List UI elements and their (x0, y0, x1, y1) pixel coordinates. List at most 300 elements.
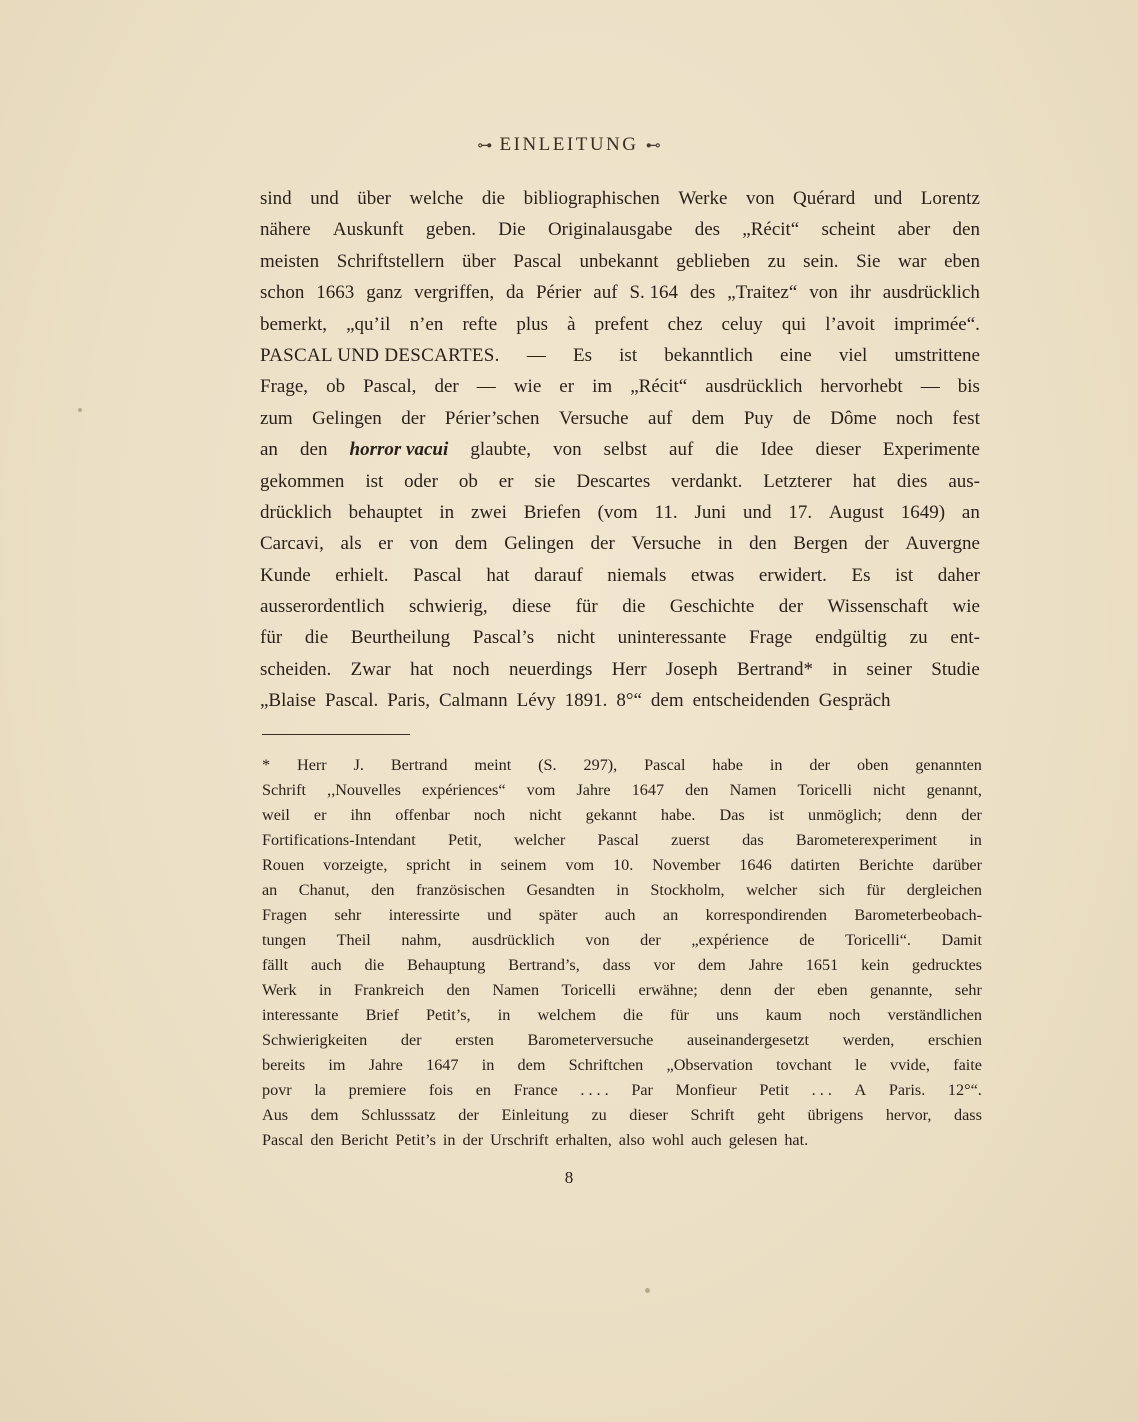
word: glaubte, (470, 439, 532, 461)
footnote-line (262, 1053, 982, 1078)
word: habe (712, 756, 743, 774)
word: Stockholm, (650, 881, 725, 899)
word: . . . (811, 1081, 832, 1099)
word: Herr (611, 658, 647, 680)
word: in (969, 831, 982, 849)
word: und (742, 501, 772, 523)
word: „Traitez“ (727, 282, 798, 304)
word: Carcavi, (260, 533, 324, 555)
word: 10. (613, 856, 634, 874)
word: Werke (678, 188, 728, 209)
word: Zwar (350, 658, 391, 680)
word: spricht (406, 856, 451, 874)
word: schwierig, (408, 596, 488, 618)
word: vom (565, 856, 595, 874)
word: Chanut, (298, 881, 350, 899)
word: „Observation (666, 1056, 753, 1074)
word: zu (591, 1106, 607, 1124)
text-line (260, 434, 980, 465)
word: korrespondirenden (705, 906, 827, 924)
word: den (300, 439, 328, 461)
text-line (260, 277, 980, 308)
word: denn (720, 981, 752, 999)
word: unbekannt (579, 250, 659, 272)
word: Sie (856, 250, 881, 272)
word: entscheidenden (692, 690, 810, 712)
footnote-line (262, 1028, 982, 1053)
word: oben (856, 756, 889, 774)
word: Behauptung (407, 956, 486, 974)
word: Bertrand (390, 756, 448, 774)
word: da (506, 282, 524, 304)
word: Petit’s, (426, 1006, 471, 1024)
word: des (690, 282, 716, 304)
word: in (319, 981, 332, 999)
word: 297), (583, 756, 618, 774)
word: gekommen (260, 470, 345, 492)
word: S. 164 (629, 282, 679, 304)
word: den (371, 881, 395, 899)
word: auch (310, 956, 342, 974)
word: nicht (529, 806, 562, 824)
word: verständlichen (887, 1006, 982, 1024)
word: auch (691, 1131, 722, 1149)
footnote-line (262, 928, 982, 953)
text-line (260, 214, 980, 245)
word: welcher (746, 881, 798, 899)
word: Gesandten (526, 881, 595, 899)
word: hat (852, 470, 876, 492)
paper-speck (645, 1288, 650, 1293)
word: Puy (743, 407, 774, 429)
word: schon (260, 282, 305, 304)
word: Schrift (690, 1106, 735, 1124)
word: 1646 (739, 856, 772, 874)
word: 11. (654, 501, 678, 523)
word: fois (428, 1081, 454, 1099)
word: Pascal (513, 250, 562, 272)
word: Petit (759, 1081, 789, 1099)
footnote-line (262, 1128, 982, 1153)
word: Lorentz (920, 188, 980, 209)
word: der (401, 407, 426, 429)
word: Einleitung (501, 1106, 569, 1124)
word: A (854, 1081, 867, 1099)
word: ausserordentlich (260, 596, 385, 618)
word: „qu’il (346, 313, 391, 335)
word: dem (697, 956, 726, 974)
text-line (260, 183, 980, 214)
word: von (745, 188, 775, 209)
word: Berichte (858, 856, 914, 874)
word: Frankreich (354, 981, 425, 999)
text-line (260, 371, 980, 402)
word: endgültig (815, 627, 887, 649)
word: dass (602, 956, 631, 974)
word: aus- (948, 470, 980, 492)
word: noch (828, 1006, 861, 1024)
word: für (670, 1006, 689, 1024)
word: Toricelli (561, 981, 617, 999)
word: l’avoit (825, 313, 875, 335)
word: noch (452, 658, 490, 680)
word: Bertrand’s, (508, 956, 580, 974)
word: Idee (760, 439, 794, 461)
text-line (260, 466, 980, 497)
left-ornament-icon: ⊶ (477, 136, 493, 154)
word: selbst (603, 439, 647, 461)
word: Damit (941, 931, 982, 949)
word: an (662, 906, 679, 924)
word: genannten (915, 756, 982, 774)
word: werden, (842, 1031, 895, 1049)
text-line (260, 246, 980, 277)
word: — (526, 344, 546, 366)
word: J. (353, 756, 364, 774)
word: Juni (694, 501, 727, 523)
word: Petit, (448, 831, 482, 849)
word: vergriffen, (414, 282, 495, 304)
word: Périer’schen (444, 407, 540, 429)
word: dem (650, 690, 684, 712)
word: Paris. (888, 1081, 926, 1099)
word: Monfieur (675, 1081, 737, 1099)
word: sehr (954, 981, 982, 999)
right-ornament-icon: ⊷ (645, 136, 661, 154)
word: faite (953, 1056, 982, 1074)
word: à (567, 313, 576, 335)
word: von (809, 282, 838, 304)
word: Schlusssatz (361, 1106, 436, 1124)
word: unmöglich; (808, 806, 882, 824)
word: darauf (534, 564, 583, 586)
text-line (260, 622, 980, 653)
word: in (769, 756, 783, 774)
word: erwähne; (638, 981, 698, 999)
word: dies (896, 470, 928, 492)
word: Pascal. (324, 690, 379, 712)
word: zuerst (671, 831, 710, 849)
word: von (553, 439, 582, 461)
text-line (260, 591, 980, 622)
main-text (260, 183, 980, 717)
word: ob (458, 470, 478, 492)
word: habe. (660, 806, 696, 824)
word: (S. (538, 756, 557, 774)
footnote-line (262, 803, 982, 828)
word: Pascal’s (472, 627, 535, 649)
word: Das (719, 806, 745, 824)
word: Gespräch (818, 690, 891, 712)
word: 1663 (316, 282, 355, 304)
word: 1651 (805, 956, 839, 974)
word: Experimente (882, 439, 980, 461)
word: Bertrand* (737, 658, 814, 680)
word: qui (781, 313, 807, 335)
word: * (262, 756, 271, 774)
word: und (873, 188, 903, 209)
word: Gelingen (504, 533, 574, 555)
word: Jahre (576, 781, 611, 799)
word: eben (817, 981, 848, 999)
word: Geschichte (669, 596, 755, 618)
word: Fragen (262, 906, 307, 924)
word: „Récit“ (630, 376, 688, 398)
word: übrigens (807, 1106, 864, 1124)
word: der (640, 931, 661, 949)
word: hat (486, 564, 510, 586)
word: Urschrift (490, 1131, 549, 1149)
word: Werk (262, 981, 297, 999)
word: aber (897, 219, 931, 241)
word: PASCAL UND DESCARTES. (260, 344, 500, 366)
word: Wissenschaft (827, 596, 929, 618)
word: ,,Nouvelles (327, 781, 401, 799)
word: geblieben (676, 250, 751, 272)
text-line (260, 309, 980, 340)
word: welchem (537, 1006, 596, 1024)
word: chez (667, 313, 703, 335)
word: zum (260, 407, 293, 429)
word: später (538, 906, 578, 924)
word: er (498, 470, 514, 492)
word: niemals (607, 564, 667, 586)
word: Auvergne (905, 533, 980, 555)
word: refte (462, 313, 498, 335)
word: dieser (815, 439, 861, 461)
footnote-line (262, 753, 982, 778)
word: der (778, 596, 804, 618)
word: der (961, 806, 982, 824)
word: erhielt. (335, 564, 389, 586)
word: Pascal (597, 831, 639, 849)
word: zu (909, 627, 928, 649)
footnote-line (262, 903, 982, 928)
word: über (357, 188, 392, 209)
word: uninteressante (617, 627, 727, 649)
word: Par (631, 1081, 653, 1099)
word: Bergen (793, 533, 848, 555)
word: Toricelli (797, 781, 853, 799)
word: nicht (556, 627, 595, 649)
word: Es (573, 344, 592, 366)
word: er (559, 376, 575, 398)
word: Letzterer (763, 470, 832, 492)
text-line (260, 497, 980, 528)
word: bis (957, 376, 980, 398)
word: welche (409, 188, 464, 209)
word: nahm, (401, 931, 442, 949)
text-line (260, 685, 980, 716)
word: die (481, 188, 506, 209)
word: „Récit“ (742, 219, 800, 241)
word: fällt (262, 956, 289, 974)
footnote-line (262, 778, 982, 803)
word: bemerkt, (260, 313, 328, 335)
word: in (442, 1131, 456, 1149)
word: August (828, 501, 884, 523)
word: der (590, 533, 615, 555)
word: ihn (350, 806, 372, 824)
word: hervor, (885, 1106, 932, 1124)
word: sich (818, 881, 845, 899)
word: sehr (334, 906, 362, 924)
word: France (513, 1081, 558, 1099)
word: Originalausgabe (547, 219, 673, 241)
word: le (855, 1056, 867, 1074)
footnote-line (262, 853, 982, 878)
word: neuerdings (508, 658, 593, 680)
word: ist (768, 806, 784, 824)
word: vor (653, 956, 676, 974)
word: in (717, 533, 733, 555)
footnote (262, 753, 982, 1153)
word: Pascal (413, 564, 462, 586)
word: auf (669, 439, 694, 461)
word: imprimée“. (893, 313, 980, 335)
word: zwei (470, 501, 507, 523)
word: Herr (297, 756, 327, 774)
word: zu (767, 250, 786, 272)
word: in (497, 1006, 511, 1024)
word: povr (262, 1081, 292, 1099)
word: in (616, 881, 629, 899)
word: prefent (594, 313, 649, 335)
footnote-line (262, 953, 982, 978)
word: er (313, 806, 327, 824)
word: auf (593, 282, 618, 304)
word: Quérard (792, 188, 856, 209)
word: ist (365, 470, 384, 492)
word: meint (474, 756, 512, 774)
word: erhalten, (555, 1131, 612, 1149)
word: hat (410, 658, 434, 680)
word: „expérience (691, 931, 769, 949)
word: und (487, 906, 512, 924)
word: Barometerexperiment (795, 831, 938, 849)
word: eben (944, 250, 980, 272)
word: behauptet (348, 501, 423, 523)
word: noch (896, 407, 933, 429)
word: Périer (535, 282, 582, 304)
word: Namen (492, 981, 540, 999)
footnote-divider (262, 734, 410, 735)
word: geben. (425, 219, 476, 241)
footnote-line (262, 828, 982, 853)
word: 1891. (564, 690, 608, 712)
word: wie (952, 596, 980, 618)
word: Jahre (368, 1056, 403, 1074)
word: daher (937, 564, 980, 586)
word: offenbar (395, 806, 450, 824)
word: Rouen (262, 856, 305, 874)
word: Versuche (558, 407, 629, 429)
word: en (475, 1081, 492, 1099)
word: Schriftstellern (336, 250, 445, 272)
text-line (260, 560, 980, 591)
word: dergleichen (906, 881, 982, 899)
word: hervorhebt (820, 376, 903, 398)
word: sie (534, 470, 556, 492)
word: Barometerbeobach- (854, 906, 982, 924)
word: Die (498, 219, 526, 241)
word: an (961, 501, 980, 523)
word: die (623, 1006, 643, 1024)
word: dass (954, 1106, 982, 1124)
word: celuy (721, 313, 763, 335)
word: n’en (409, 313, 444, 335)
word: scheint (821, 219, 876, 241)
word: französischen (415, 881, 505, 899)
text-line (260, 403, 980, 434)
word: . . . . (580, 1081, 609, 1099)
word: Aus (262, 1106, 289, 1124)
word: er (378, 533, 394, 555)
word: den (446, 981, 470, 999)
word: die (304, 627, 329, 649)
word: fest (952, 407, 980, 429)
word: war (898, 250, 927, 272)
word: „Blaise (260, 690, 316, 712)
word: kein (861, 956, 889, 974)
word: Theil (336, 931, 371, 949)
word: horror vacui (349, 439, 449, 461)
word: nähere (260, 219, 311, 241)
word: erschien (928, 1031, 982, 1049)
word: 1649) (900, 501, 946, 523)
word: ist (895, 564, 914, 586)
word: seinem (500, 856, 547, 874)
word: auf (648, 407, 673, 429)
word: ausdrücklich (705, 376, 803, 398)
word: Dôme (830, 407, 877, 429)
word: — (920, 376, 940, 398)
word: der (864, 533, 889, 555)
word: plus (516, 313, 549, 335)
word: viel (838, 344, 868, 366)
word: Studie (931, 658, 980, 680)
paper-speck (78, 408, 82, 412)
word: den (310, 1131, 334, 1149)
word: Es (851, 564, 871, 586)
word: 1647 (426, 1056, 459, 1074)
word: Pascal (644, 756, 686, 774)
word: den (952, 219, 980, 241)
word: oder (404, 470, 438, 492)
word: Beurtheilung (350, 627, 451, 649)
word: diese (512, 596, 552, 618)
word: Briefen (523, 501, 581, 523)
header-title: EINLEITUNG (499, 134, 639, 155)
word: erwidert. (758, 564, 827, 586)
word: dem (310, 1106, 339, 1124)
word: Lévy (516, 690, 556, 712)
word: November (652, 856, 721, 874)
word: Auskunft (332, 219, 404, 241)
word: sind (260, 188, 292, 209)
word: Pascal (262, 1131, 304, 1149)
word: ausdrücklich (471, 931, 555, 949)
word: dieser (629, 1106, 668, 1124)
word: vom (526, 781, 556, 799)
word: gelesen (728, 1131, 778, 1149)
word: ersten (455, 1031, 494, 1049)
word: die (364, 956, 385, 974)
text-line (260, 340, 980, 371)
page-number: 8 (564, 1168, 574, 1187)
word: umstrittene (894, 344, 980, 366)
word: in (832, 658, 848, 680)
